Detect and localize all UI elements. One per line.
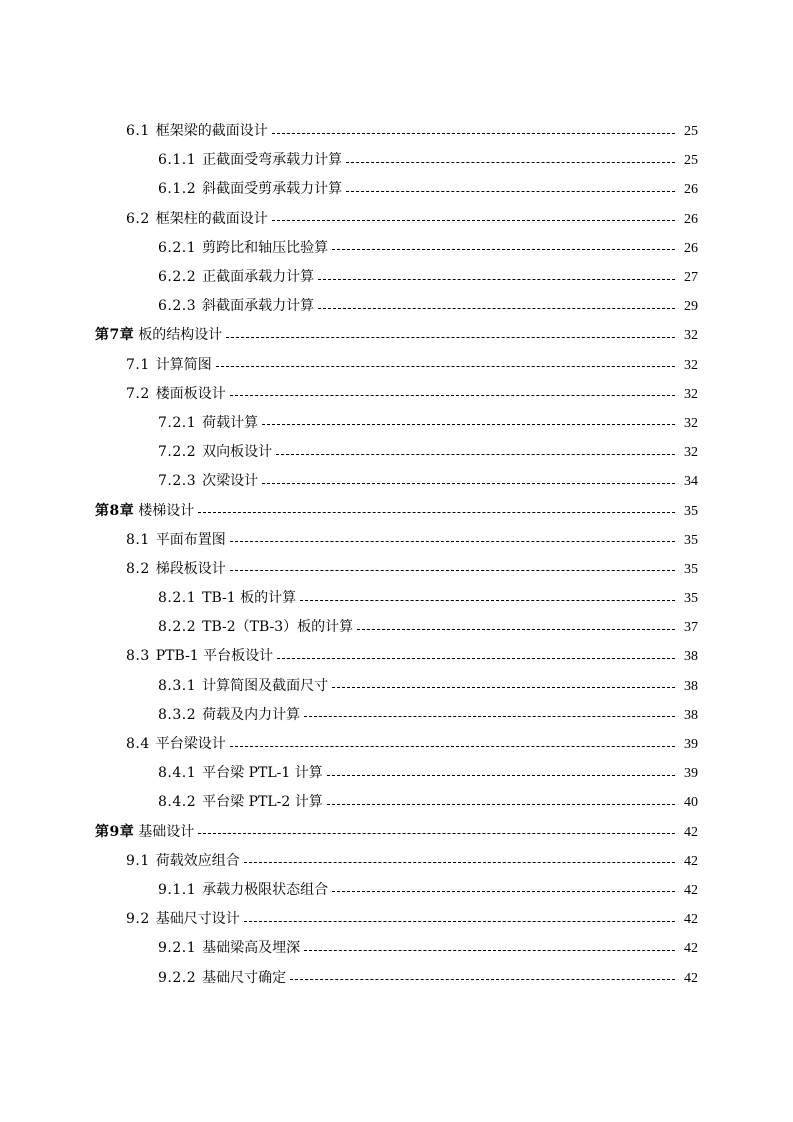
toc-leader-line: [332, 890, 675, 892]
toc-entry-number: 6.2.1: [158, 239, 197, 256]
toc-entry-page: 39: [684, 737, 698, 753]
toc-entry-number: 6.1.2: [158, 181, 197, 198]
toc-entry[interactable]: [0, 175, 793, 204]
table-of-contents: [0, 117, 793, 993]
toc-entry[interactable]: [0, 730, 793, 759]
toc-entry-page: 35: [684, 591, 698, 607]
toc-leader-line: [327, 803, 675, 805]
toc-entry-number: 第7章: [95, 327, 135, 344]
toc-entry-number: 7.2.2: [158, 444, 197, 461]
toc-entry[interactable]: [0, 438, 793, 467]
toc-entry-title: 平台梁 PTL-2 计算: [202, 794, 323, 811]
toc-leader-line: [332, 248, 675, 250]
toc-entry-title: 梯段板设计: [155, 560, 226, 577]
toc-leader-line: [304, 949, 675, 951]
toc-leader-line: [346, 161, 675, 163]
toc-entry[interactable]: [0, 146, 793, 175]
toc-entry-number: 8.2.2: [158, 619, 197, 636]
toc-entry-page: 25: [684, 124, 698, 140]
toc-entry[interactable]: [0, 555, 793, 584]
toc-leader-line: [230, 394, 675, 396]
toc-leader-line: [262, 423, 675, 425]
toc-entry-page: 35: [684, 532, 698, 548]
toc-entry-page: 27: [684, 270, 698, 286]
toc-entry-title: TB-2（TB-3）板的计算: [202, 619, 354, 636]
toc-entry-title: 基础梁高及埋深: [202, 940, 301, 957]
toc-entry-page: 37: [684, 620, 698, 636]
toc-entry[interactable]: [0, 205, 793, 234]
toc-leader-line: [332, 686, 675, 688]
toc-leader-line: [346, 190, 675, 192]
toc-entry-title: 双向板设计: [202, 444, 273, 461]
toc-entry-number: 7.2.1: [158, 414, 197, 431]
toc-entry-title: 楼面板设计: [155, 385, 226, 402]
toc-chapter-entry[interactable]: [0, 321, 793, 350]
toc-leader-line: [318, 278, 675, 280]
toc-entry-title: 基础尺寸设计: [155, 911, 240, 928]
toc-entry[interactable]: [0, 905, 793, 934]
toc-leader-line: [244, 861, 675, 863]
toc-entry-number: 第8章: [95, 502, 135, 519]
toc-leader-line: [276, 453, 675, 455]
toc-entry-number: 8.3: [126, 648, 150, 665]
toc-entry-page: 26: [684, 240, 698, 256]
toc-entry[interactable]: [0, 759, 793, 788]
toc-entry-number: 9.2.1: [158, 940, 197, 957]
toc-entry-title: 平面布置图: [155, 531, 226, 548]
toc-leader-line: [226, 336, 675, 338]
toc-entry-page: 42: [684, 912, 698, 928]
toc-entry[interactable]: [0, 613, 793, 642]
toc-entry-page: 42: [684, 970, 698, 986]
toc-leader-line: [230, 745, 675, 747]
toc-entry-page: 42: [684, 824, 698, 840]
toc-entry-page: 25: [684, 153, 698, 169]
toc-entry-page: 42: [684, 853, 698, 869]
toc-entry-number: 8.3.2: [158, 706, 197, 723]
toc-entry-page: 29: [684, 299, 698, 315]
toc-entry[interactable]: [0, 701, 793, 730]
toc-chapter-entry[interactable]: [0, 496, 793, 525]
toc-entry-number: 7.2.3: [158, 473, 197, 490]
toc-entry-title: 正截面承载力计算: [202, 269, 315, 286]
toc-entry-title: 板的结构设计: [138, 327, 223, 344]
toc-leader-line: [198, 832, 675, 834]
toc-entry-page: 26: [684, 182, 698, 198]
toc-entry-page: 38: [684, 649, 698, 665]
toc-leader-line: [327, 774, 675, 776]
toc-entry-title: 框架梁的截面设计: [155, 123, 268, 140]
toc-entry-title: 荷载效应组合: [155, 852, 240, 869]
toc-entry-page: 38: [684, 678, 698, 694]
toc-entry-number: 8.3.1: [158, 677, 197, 694]
toc-entry[interactable]: [0, 672, 793, 701]
toc-entry-title: 框架柱的截面设计: [155, 210, 268, 227]
toc-entry-number: 8.4: [126, 736, 150, 753]
toc-entry-page: 26: [684, 211, 698, 227]
toc-entry[interactable]: [0, 788, 793, 817]
toc-entry-title: 计算简图: [155, 356, 212, 373]
toc-entry-page: 32: [684, 445, 698, 461]
toc-chapter-entry[interactable]: [0, 818, 793, 847]
toc-entry-title: 承载力极限状态组合: [202, 881, 329, 898]
toc-entry-number: 6.2: [126, 210, 150, 227]
toc-entry[interactable]: [0, 117, 793, 146]
toc-entry[interactable]: [0, 584, 793, 613]
toc-entry-number: 8.1: [126, 531, 150, 548]
toc-entry-title: TB-1 板的计算: [202, 590, 297, 607]
toc-entry-page: 39: [684, 766, 698, 782]
toc-entry[interactable]: [0, 642, 793, 671]
toc-entry[interactable]: [0, 467, 793, 496]
toc-entry-title: 斜截面受剪承载力计算: [202, 181, 343, 198]
toc-entry-page: 32: [684, 328, 698, 344]
toc-entry-number: 第9章: [95, 823, 135, 840]
toc-entry-title: 计算简图及截面尺寸: [202, 677, 329, 694]
toc-leader-line: [318, 307, 675, 309]
toc-entry[interactable]: [0, 351, 793, 380]
toc-entry-page: 32: [684, 415, 698, 431]
toc-entry-number: 7.2: [126, 385, 150, 402]
toc-entry[interactable]: [0, 526, 793, 555]
toc-entry-page: 38: [684, 707, 698, 723]
toc-entry[interactable]: [0, 292, 793, 321]
toc-entry-title: 基础尺寸确定: [202, 969, 287, 986]
toc-leader-line: [304, 715, 675, 717]
toc-entry-number: 8.2: [126, 560, 150, 577]
toc-entry-title: 剪跨比和轴压比验算: [202, 239, 329, 256]
toc-entry-number: 8.4.1: [158, 765, 197, 782]
toc-leader-line: [230, 569, 675, 571]
toc-leader-line: [357, 628, 675, 630]
toc-entry[interactable]: [0, 876, 793, 905]
toc-leader-line: [262, 482, 675, 484]
toc-entry[interactable]: [0, 263, 793, 292]
toc-entry-title: 基础设计: [138, 823, 195, 840]
toc-entry-title: 平台梁设计: [155, 736, 226, 753]
toc-leader-line: [272, 132, 675, 134]
toc-entry-number: 6.2.2: [158, 269, 197, 286]
toc-entry[interactable]: [0, 409, 793, 438]
toc-leader-line: [272, 219, 675, 221]
toc-entry-page: 40: [684, 795, 698, 811]
toc-entry-number: 9.2: [126, 911, 150, 928]
toc-entry-title: 次梁设计: [202, 473, 259, 490]
toc-entry-title: 平台梁 PTL-1 计算: [202, 765, 323, 782]
toc-entry-page: 34: [684, 474, 698, 490]
toc-entry-page: 35: [684, 561, 698, 577]
toc-entry[interactable]: [0, 934, 793, 963]
toc-leader-line: [300, 599, 675, 601]
toc-entry-title: 荷载计算: [202, 414, 259, 431]
toc-entry-page: 42: [684, 941, 698, 957]
toc-entry-title: 正截面受弯承载力计算: [202, 152, 343, 169]
toc-entry-number: 9.1.1: [158, 881, 197, 898]
toc-entry-page: 42: [684, 882, 698, 898]
toc-leader-line: [216, 365, 675, 367]
toc-entry-page: 32: [684, 386, 698, 402]
toc-entry-number: 6.2.3: [158, 298, 197, 315]
toc-entry-number: 6.1: [126, 123, 150, 140]
toc-leader-line: [198, 511, 675, 513]
toc-entry[interactable]: [0, 380, 793, 409]
toc-leader-line: [290, 978, 675, 980]
toc-entry-number: 8.2.1: [158, 590, 197, 607]
toc-entry-number: 9.1: [126, 852, 150, 869]
toc-entry-number: 7.1: [126, 356, 150, 373]
toc-entry[interactable]: [0, 234, 793, 263]
toc-leader-line: [244, 920, 675, 922]
toc-leader-line: [230, 540, 675, 542]
toc-entry-page: 32: [684, 357, 698, 373]
toc-entry[interactable]: [0, 963, 793, 992]
toc-entry-title: 斜截面承载力计算: [202, 298, 315, 315]
toc-entry-number: 8.4.2: [158, 794, 197, 811]
toc-entry-title: PTB-1 平台板设计: [155, 648, 274, 665]
toc-entry-title: 荷载及内力计算: [202, 706, 301, 723]
toc-entry-title: 楼梯设计: [138, 502, 195, 519]
toc-leader-line: [277, 657, 675, 659]
toc-entry-page: 35: [684, 503, 698, 519]
toc-entry-number: 9.2.2: [158, 969, 197, 986]
toc-entry-number: 6.1.1: [158, 152, 197, 169]
toc-entry[interactable]: [0, 847, 793, 876]
